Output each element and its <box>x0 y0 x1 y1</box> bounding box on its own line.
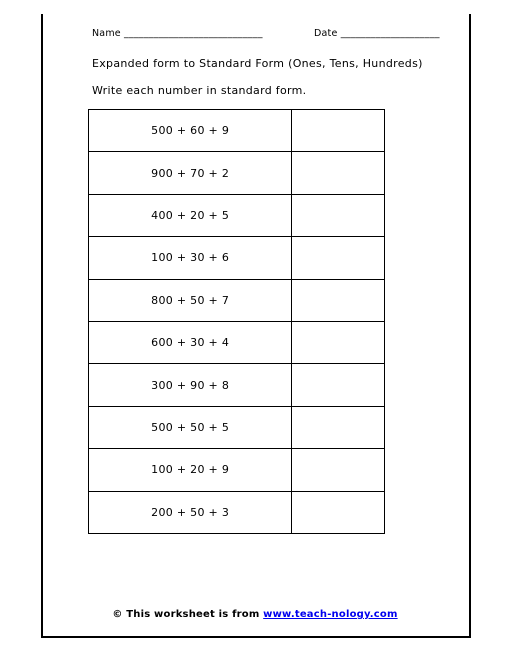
expression-cell: 900 + 70 + 2 <box>89 152 292 194</box>
footer-credit <box>0 609 510 620</box>
table-row <box>89 152 385 194</box>
worksheet-title: Expanded form to Standard Form (Ones, Tens, Hundreds) <box>92 57 423 70</box>
date-field[interactable]: Date ____________________ <box>314 28 440 39</box>
table-row <box>89 364 385 406</box>
expression-cell: 400 + 20 + 5 <box>89 194 292 236</box>
table-row <box>89 194 385 236</box>
header-fields <box>92 28 472 39</box>
expression-cell: 100 + 30 + 6 <box>89 237 292 279</box>
answer-cell[interactable] <box>292 110 385 152</box>
answer-cell[interactable] <box>292 321 385 363</box>
answer-cell[interactable] <box>292 152 385 194</box>
answer-cell[interactable] <box>292 194 385 236</box>
expression-cell: 200 + 50 + 3 <box>89 491 292 533</box>
answer-cell[interactable] <box>292 364 385 406</box>
table-row <box>89 449 385 491</box>
expression-cell: 100 + 20 + 9 <box>89 449 292 491</box>
table-row <box>89 491 385 533</box>
expression-cell: 600 + 30 + 4 <box>89 321 292 363</box>
table-row <box>89 321 385 363</box>
expression-cell: 500 + 60 + 9 <box>89 110 292 152</box>
table-row <box>89 406 385 448</box>
teach-nology-link[interactable]: www.teach-nology.com <box>263 609 398 620</box>
table-row <box>89 237 385 279</box>
expression-cell: 800 + 50 + 7 <box>89 279 292 321</box>
answer-cell[interactable] <box>292 406 385 448</box>
table-row <box>89 110 385 152</box>
table-row <box>89 279 385 321</box>
instructions: Write each number in standard form. <box>92 84 307 97</box>
answer-cell[interactable] <box>292 491 385 533</box>
problems-table <box>88 109 385 534</box>
answer-cell[interactable] <box>292 237 385 279</box>
footer-text: © This worksheet is from <box>112 609 260 620</box>
answer-cell[interactable] <box>292 449 385 491</box>
expression-cell: 500 + 50 + 5 <box>89 406 292 448</box>
expression-cell: 300 + 90 + 8 <box>89 364 292 406</box>
answer-cell[interactable] <box>292 279 385 321</box>
name-field[interactable]: Name ____________________________ <box>92 28 263 39</box>
